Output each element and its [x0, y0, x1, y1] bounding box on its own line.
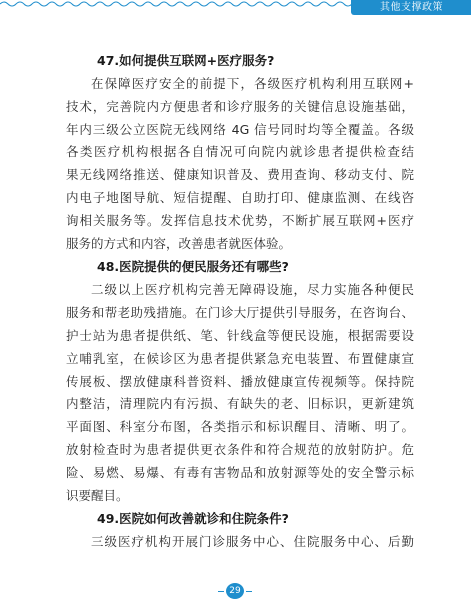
question-title: 48.医院提供的便民服务还有哪些? [97, 259, 289, 275]
paragraph-line: 放射检查时为患者提供更衣条件和符合规范的放射防护。危 [66, 441, 414, 457]
paragraph-line: 服务的方式和内容，改善患者就医体验。 [66, 235, 292, 251]
answer-paragraph [66, 531, 414, 554]
question-title: 47.如何提供互联网+医疗服务? [97, 53, 275, 68]
paragraph-line: 内整洁，清理院内有污损、有缺失的老、旧标识，更新建筑 [66, 396, 414, 412]
paragraph-line: 询相关服务等。发挥信息技术优势，不断扩展互联网+医疗 [66, 212, 414, 228]
paragraph-line: 年内三级公立医院无线网络 4G 信号同时均等全覆盖。各级 [66, 121, 414, 137]
paragraph-line: 险、易燃、易爆、有毒有害物品和放射源等处的安全警示标 [66, 464, 414, 480]
header-tab [351, 0, 471, 15]
page-footer [0, 583, 471, 602]
page-number-dash [246, 591, 252, 592]
top-decoration [0, 0, 471, 16]
answer-paragraph [66, 73, 414, 255]
document-body [66, 49, 414, 554]
paragraph-line: 立哺乳室，在候诊区为患者提供紧急充电装置、布置健康宣 [66, 350, 414, 366]
paragraph-line: 平面图、科室分布图，各类指示和标识醒目、清晰、明了。 [66, 419, 414, 435]
answer-paragraph [66, 279, 414, 507]
page-number: 29 [226, 583, 244, 599]
paragraph-line: 识要醒目。 [66, 487, 129, 503]
paragraph-line: 服务和帮老助残措施。在门诊大厅提供引导服务，在咨询台、 [66, 305, 414, 321]
paragraph-line: 护士站为患者提供纸、笔、针线盒等便民设施，根据需要设 [66, 327, 414, 343]
paragraph-line: 在保障医疗安全的前提下，各级医疗机构利用互联网+ [91, 76, 414, 91]
paragraph-line: 三级医疗机构开展门诊服务中心、住院服务中心、后勤 [91, 534, 414, 550]
paragraph-line: 果无线网络推送、健康知识普及、费用查询、移动支付、院 [66, 167, 414, 183]
paragraph-line: 内电子地图导航、短信提醒、自助打印、健康监测、在线咨 [66, 189, 414, 205]
paragraph-line: 技术，完善院内方便患者和诊疗服务的关键信息设施基础， [66, 98, 414, 114]
question-title: 49.医院如何改善就诊和住院条件? [97, 511, 289, 527]
page-number-dash [218, 591, 224, 592]
paragraph-line: 二级以上医疗机构完善无障碍设施，尽力实施各种便民 [91, 282, 414, 298]
paragraph-line: 传展板、摆放健康科普资料、播放健康宣传视频等。保持院 [66, 373, 414, 389]
paragraph-line: 各类医疗机构根据各自情况可向院内就诊患者提供检查结 [66, 144, 414, 160]
section-header-title: 其他支撑政策 [380, 2, 443, 13]
wave-border-icon [0, 0, 352, 8]
